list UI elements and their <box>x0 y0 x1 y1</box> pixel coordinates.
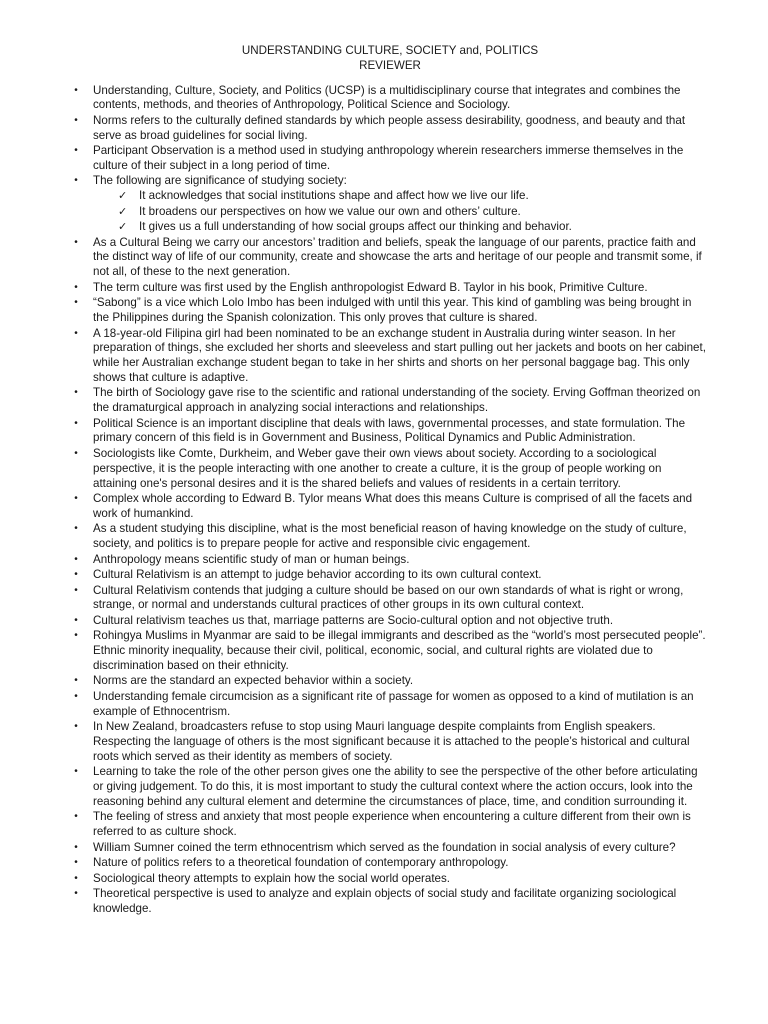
bullet-icon: • <box>74 721 78 733</box>
list-item <box>72 114 708 144</box>
list-item-text: The term culture was first used by the English anthropologist Edward B. Taylor in his book, Primitive Culture. <box>93 280 648 294</box>
list-item <box>72 887 708 917</box>
list-item-text: William Sumner coined the term ethnocentrism which served as the foundation in social analysis of every culture? <box>93 840 676 854</box>
bullet-icon: • <box>74 493 78 505</box>
bullet-icon: • <box>74 811 78 823</box>
list-item-text: Learning to take the role of the other person gives one the ability to see the perspective of the other before articulating or giving judgement. To do this, it is most important to study the cultural context where the action occurs, look into the reasoning behind any cultural element and determine the circumstances of place, time, and condition surrounding it. <box>93 765 698 808</box>
list-item <box>72 872 708 887</box>
list-item-text: A 18-year-old Filipina girl had been nominated to be an exchange student in Australia during winter season. In her preparation of things, she excluded her shorts and sleeveless and start pulling out her jackets and boots on her cabinet, while her Australian exchange student began to take in her shirts and shorts on her personal baggage bag. This only shows that culture is adaptive. <box>93 326 706 384</box>
bullet-icon: • <box>74 281 78 293</box>
list-item <box>72 720 708 764</box>
list-item <box>72 417 708 447</box>
bullet-icon: • <box>74 523 78 535</box>
list-item-text: Rohingya Muslims in Myanmar are said to be illegal immigrants and described as the “world’s most persecuted people”. Ethnic minority inequality, because their civil, political, economic, social, and cultural rights are violated due to discrimination based on their ethnicity. <box>93 629 706 672</box>
list-item-text: Anthropology means scientific study of man or human beings. <box>93 552 410 566</box>
sublist-item-text: It broadens our perspectives on how we value our own and others’ culture. <box>139 204 521 218</box>
bullet-icon: • <box>74 387 78 399</box>
list-item-text: Sociological theory attempts to explain how the social world operates. <box>93 871 451 885</box>
bullet-icon: • <box>74 630 78 642</box>
checkmark-icon: ✓ <box>118 190 128 203</box>
bullet-icon: • <box>74 675 78 687</box>
sublist-item <box>118 205 708 220</box>
list-item-text: Cultural Relativism is an attempt to judge behavior according to its own cultural context. <box>93 568 542 582</box>
list-item <box>72 765 708 809</box>
bullet-icon: • <box>74 857 78 869</box>
list-item-text: The birth of Sociology gave rise to the scientific and rational understanding of the society. Erving Goffman theorized on the dramaturgical approach in analyzing social interactions and relationships. <box>93 386 701 415</box>
list-item-text: Understanding, Culture, Society, and Politics (UCSP) is a multidisciplinary course that integrates and combines the contents, methods, and theories of Anthropology, Political Science and Sociology. <box>93 83 681 112</box>
document-title <box>72 44 708 74</box>
list-item-text: Theoretical perspective is used to analyze and explain objects of social study and facilitate organizing sociological knowledge. <box>93 887 677 915</box>
list-item <box>72 281 708 296</box>
bullet-icon: • <box>74 145 78 157</box>
list-item <box>72 856 708 871</box>
list-item-text: Political Science is an important discipline that deals with laws, governmental processes, and state formulation. The primary concern of this field is in Government and Business, Political Dynamics and Public Administration. <box>93 416 686 445</box>
bullet-icon: • <box>74 766 78 778</box>
list-item <box>72 296 708 326</box>
bullet-icon: • <box>74 236 78 248</box>
list-item-text: The feeling of stress and anxiety that most people experience when encountering a culture different from their own is referred to as culture shock. <box>93 810 691 839</box>
list-item <box>72 674 708 689</box>
list-item <box>72 492 708 522</box>
bullet-icon: • <box>74 297 78 309</box>
list-item <box>72 568 708 583</box>
list-item <box>72 84 708 114</box>
bullet-icon: • <box>74 614 78 626</box>
list-item <box>72 144 708 174</box>
list-item <box>72 236 708 280</box>
bullet-icon: • <box>74 872 78 884</box>
list-item <box>72 614 708 629</box>
reviewer-list <box>72 84 708 917</box>
bullet-icon: • <box>74 888 78 900</box>
list-item <box>72 810 708 840</box>
title-line-1: UNDERSTANDING CULTURE, SOCIETY and, POLITICS <box>241 44 539 57</box>
list-item <box>72 690 708 720</box>
title-line-2: REVIEWER <box>359 58 421 72</box>
list-item <box>72 553 708 568</box>
list-item <box>72 447 708 491</box>
checkmark-icon: ✓ <box>118 221 128 234</box>
list-item <box>72 629 708 673</box>
checkmark-icon: ✓ <box>118 205 128 218</box>
bullet-icon: • <box>74 417 78 429</box>
list-item-text: “Sabong” is a vice which Lolo Imbo has been indulged with until this year. This kind of gambling was being brought in the Philippines during the Spanish colonization. This only proves that culture is shared. <box>93 296 692 325</box>
bullet-icon: • <box>74 84 78 96</box>
sublist-item <box>118 189 708 204</box>
list-item-text: Participant Observation is a method used in studying anthropology wherein researchers immerse themselves in the culture of their subject in a long period of time. <box>93 144 684 172</box>
list-item-text: Nature of politics refers to a theoretical foundation of contemporary anthropology. <box>93 856 509 870</box>
bullet-icon: • <box>74 841 78 853</box>
bullet-icon: • <box>74 690 78 702</box>
list-item <box>72 174 708 235</box>
list-item-text: Understanding female circumcision as a significant rite of passage for women as opposed to a kind of mutilation is an example of Ethnocentrism. <box>93 689 694 718</box>
bullet-icon: • <box>74 584 78 596</box>
list-item <box>72 841 708 856</box>
list-item-text: In New Zealand, broadcasters refuse to stop using Mauri language despite complaints from English speakers. Respecting the language of others is the most significant because it is attached to the people’s historical and cultural roots which served as their identity as members of society. <box>93 720 690 763</box>
list-item-text: Norms refers to the culturally defined standards by which people assess desirability, goodness, and beauty and that serve as broad guidelines for social living. <box>93 113 686 142</box>
list-item-text: As a student studying this discipline, what is the most beneficial reason of having knowledge on the study of culture, society, and politics is to prepare people for active and responsible civic engagement. <box>93 522 687 551</box>
list-item-text: The following are significance of studying society: <box>93 174 347 188</box>
bullet-icon: • <box>74 175 78 187</box>
list-item <box>72 522 708 552</box>
bullet-icon: • <box>74 447 78 459</box>
bullet-icon: • <box>74 569 78 581</box>
list-item-text: Complex whole according to Edward B. Tylor means What does this means Culture is comprised of all the facets and work of humankind. <box>93 492 693 520</box>
list-item-text: Cultural Relativism contends that judging a culture should be based on our own standards of what is right or wrong, strange, or normal and understands cultural practices of other groups in its own cultural context. <box>93 583 684 612</box>
bullet-icon: • <box>74 553 78 565</box>
list-item <box>72 386 708 416</box>
sublist-item-text: It acknowledges that social institutions shape and affect how we live our life. <box>139 189 529 203</box>
bullet-icon: • <box>74 114 78 126</box>
list-item-text: Sociologists like Comte, Durkheim, and Weber gave their own views about society. According to a sociological perspective, it is the people interacting with one another to create a culture, it is the group of people working on attaining one's personal desires and it is the shared beliefs and values of residents in a certain territory. <box>93 446 662 490</box>
significance-sublist <box>93 189 708 235</box>
list-item-text: As a Cultural Being we carry our ancestors’ tradition and beliefs, speak the language of our parents, practice faith and the distinct way of life of our community, create and showcase the arts and heritage of our people and transmit some, if not all, of these to the next generation. <box>93 235 702 279</box>
list-item <box>72 584 708 614</box>
sublist-item-text: It gives us a full understanding of how social groups affect our thinking and behavior. <box>139 220 572 234</box>
list-item-text: Norms are the standard an expected behavior within a society. <box>93 674 414 688</box>
sublist-item <box>118 220 708 235</box>
list-item <box>72 327 708 386</box>
list-item-text: Cultural relativism teaches us that, marriage patterns are Socio-cultural option and not objective truth. <box>93 613 614 627</box>
bullet-icon: • <box>74 327 78 339</box>
